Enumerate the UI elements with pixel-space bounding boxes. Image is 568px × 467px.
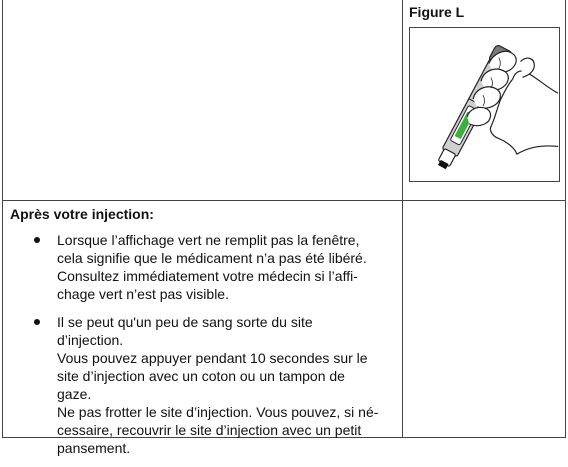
list-item-line: Vous pouvez appuyer pendant 10 secondes sur le xyxy=(57,350,368,366)
figure-title: Figure L xyxy=(409,4,465,20)
empty-cell-top-left xyxy=(2,0,403,201)
empty-cell-bottom-right xyxy=(402,200,566,438)
figure-illustration-frame xyxy=(409,27,560,182)
list-item-line: Ne pas frotter le site d’injection. Vous pouvez, si né- xyxy=(57,404,379,420)
bullet-icon xyxy=(34,319,40,325)
instruction-list xyxy=(3,231,398,467)
list-item-line: Consultez immédiatement votre médecin si l’affi- xyxy=(57,268,358,284)
list-item xyxy=(3,231,398,303)
figure-cell xyxy=(402,0,566,201)
after-injection-cell xyxy=(2,200,403,456)
list-item-line: Lorsque l’affichage vert ne remplit pas la fenêtre, xyxy=(57,232,360,248)
list-item-line: cela signifie que le médicament n’a pas été libéré. xyxy=(57,250,367,266)
list-item-line: pansement. xyxy=(57,440,131,456)
list-item-line: Il se peut qu'un peu de sang sorte du site d’injection. xyxy=(57,314,313,348)
section-title: Après votre injection: xyxy=(10,206,154,222)
list-item-line: site d’injection avec un coton ou un tampon de gaze. xyxy=(57,368,345,402)
hand-holding-injection-pen-illustration xyxy=(410,28,559,181)
bullet-icon xyxy=(34,237,40,243)
list-item-line: chage vert n’est pas visible. xyxy=(57,286,229,302)
list-item xyxy=(3,313,398,457)
list-item-line: cessaire, recouvrir le site d’injection avec un petit xyxy=(57,422,362,438)
